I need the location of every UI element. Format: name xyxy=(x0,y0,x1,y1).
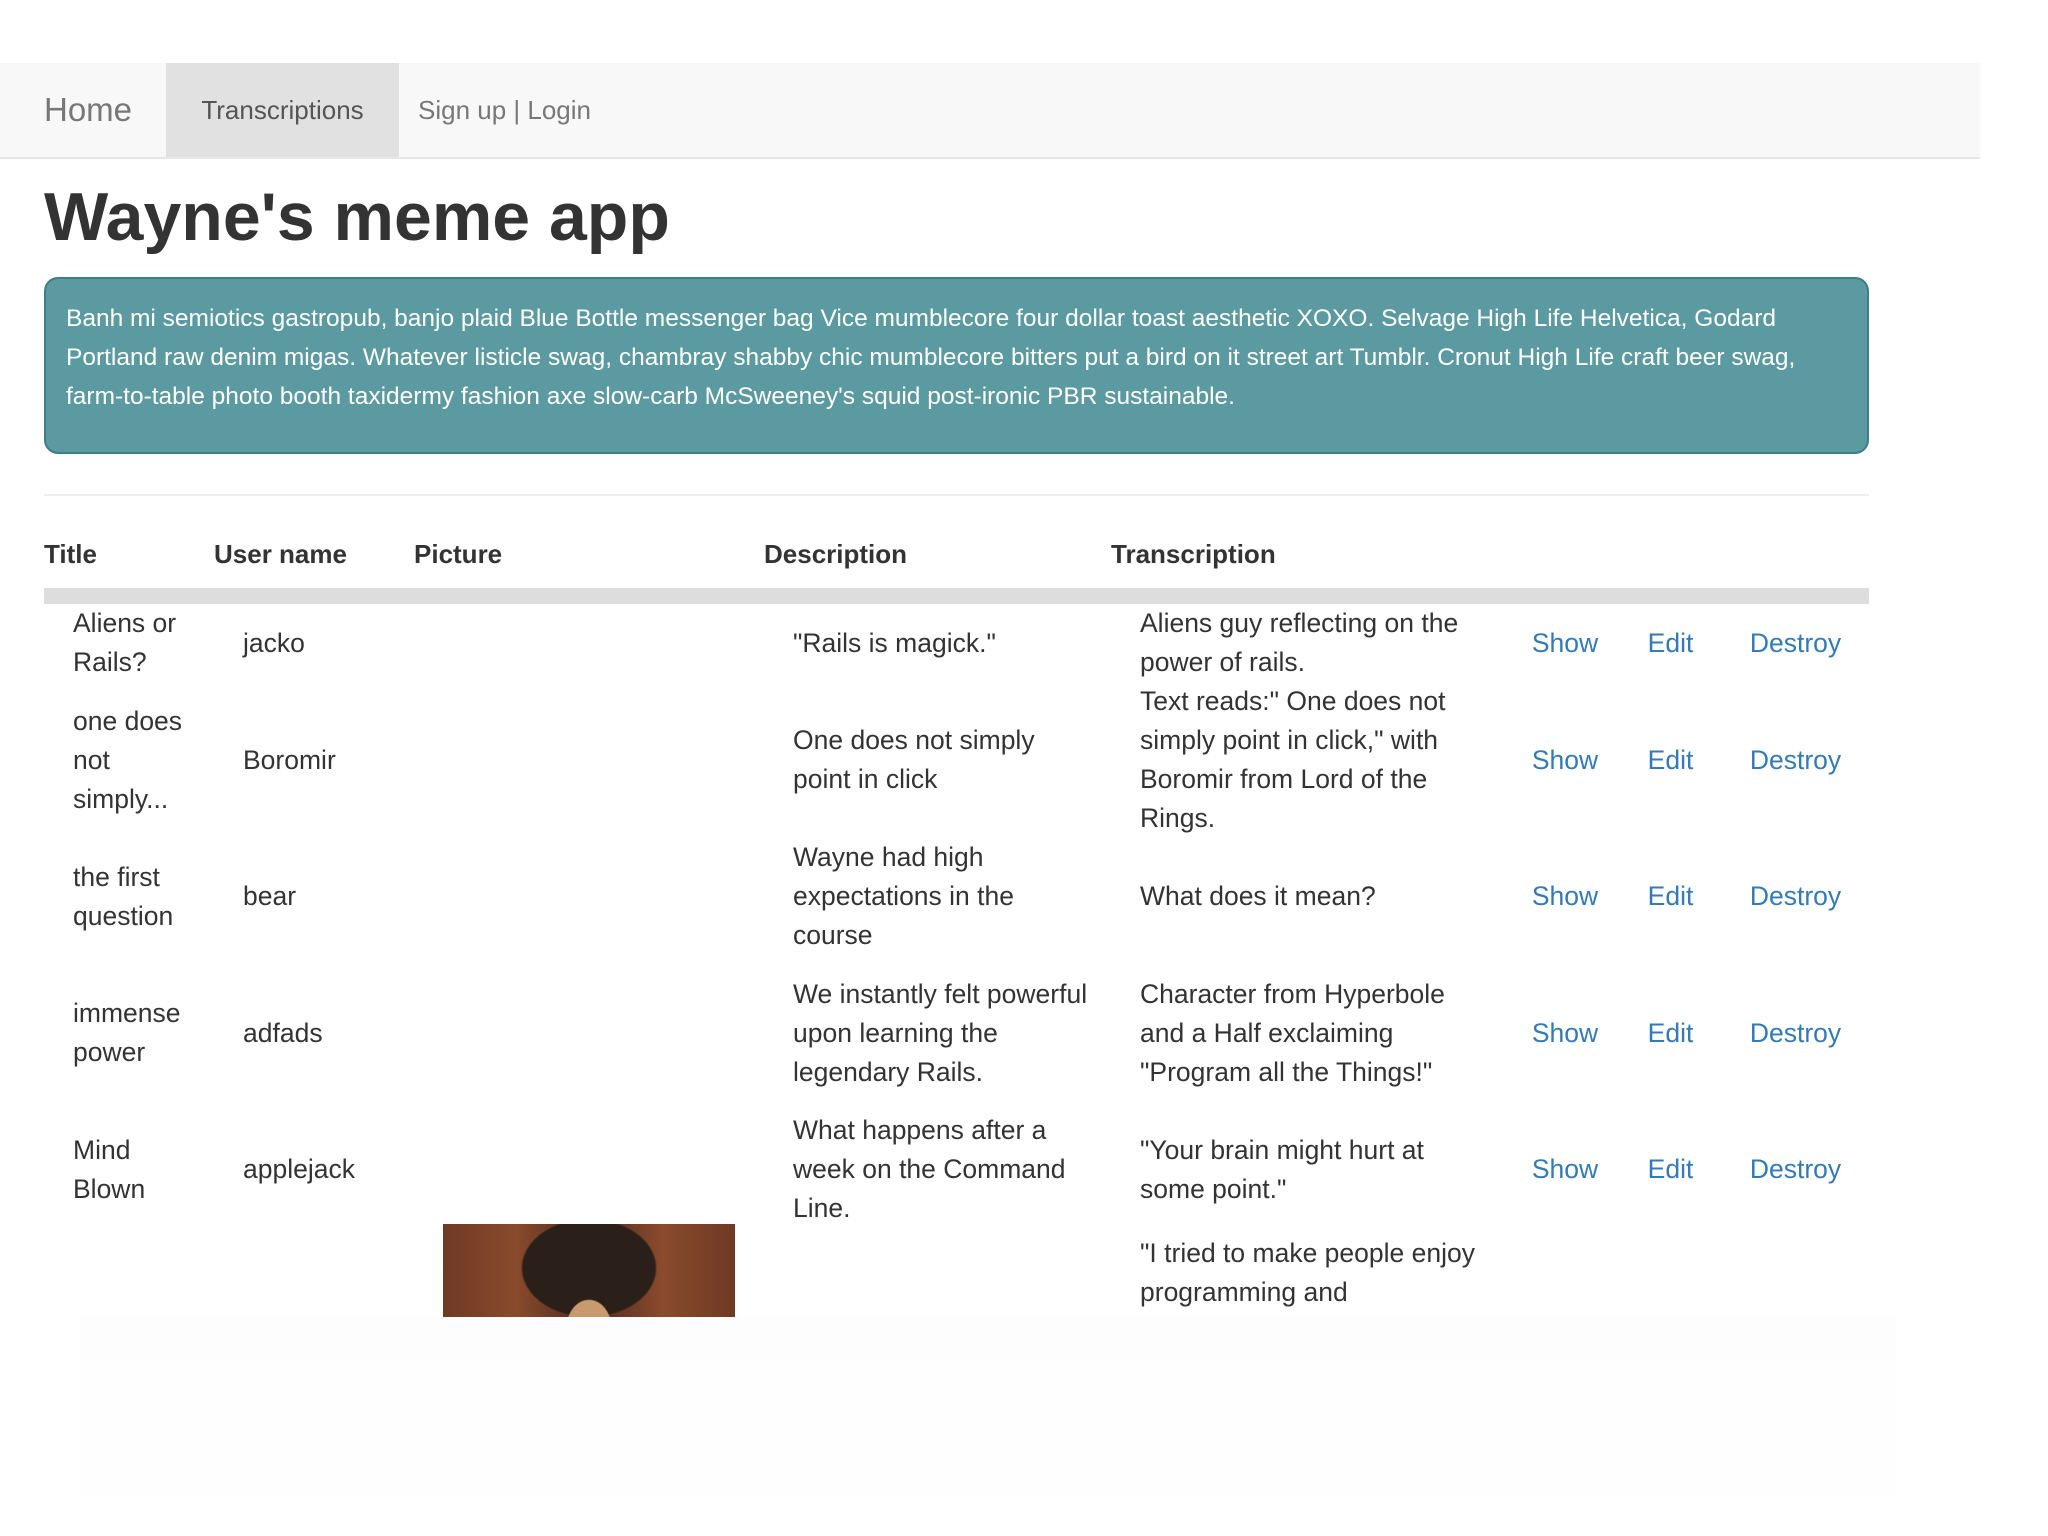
cell-description: One does not simply point in click xyxy=(793,725,1035,794)
cell-user: adfads xyxy=(243,1017,323,1048)
cell-user: jacko xyxy=(243,627,305,658)
intro-panel: Banh mi semiotics gastropub, banjo plaid Blue Bottle messenger bag Vice mumblecore four dollar toast aesthetic XOXO. Selvage High Life Helvetica, Godard Portland raw denim migas. Whatever listicle swag, chambray shabby chic mumblecore bitters put a bird on it street art Tumblr. Cronut High Life craft beer swag, farm-to-table photo booth taxidermy fashion axe slow-carb McSweeney's squid post-ironic PBR sustainable. xyxy=(44,277,1869,454)
cell-picture xyxy=(414,838,764,955)
table-row xyxy=(44,955,1869,1111)
show-link[interactable]: Show xyxy=(1531,627,1599,658)
cell-user: applejack xyxy=(243,1154,355,1184)
cell-transcription: "I tried to make people enjoy programming and xyxy=(1140,1238,1475,1307)
cell-transcription: "Your brain might hurt at some point." xyxy=(1140,1134,1424,1204)
header-title: Title xyxy=(44,520,214,596)
cell-title: Mind Blown xyxy=(73,1134,146,1204)
cell-user: Boromir xyxy=(243,744,336,775)
nav-transcriptions-tab[interactable]: Transcriptions xyxy=(166,63,399,157)
cell-description: We instantly felt powerful upon learning the legendary Rails. xyxy=(793,978,1088,1087)
cell-description: What happens after a week on the Command Line. xyxy=(793,1115,1066,1223)
cell-transcription: Character from Hyperbole and a Half exclaiming "Program all the Things!" xyxy=(1140,978,1445,1087)
cell-title: one does not simply... xyxy=(73,705,183,814)
page-title: Wayne's meme app xyxy=(44,179,670,255)
cell-title: immense power xyxy=(73,998,181,1067)
edit-link[interactable]: Edit xyxy=(1647,627,1694,658)
cell-transcription: Text reads:" One does not simply point in click," with Boromir from Lord of the Rings. xyxy=(1140,686,1446,833)
table-row xyxy=(44,838,1869,955)
transcriptions-table-container[interactable] xyxy=(44,520,1869,1317)
destroy-link[interactable]: Destroy xyxy=(1749,1017,1842,1048)
show-link[interactable]: Show xyxy=(1531,744,1599,775)
header-user-name: User name xyxy=(214,520,414,596)
table-row xyxy=(44,596,1869,682)
cell-transcription: Aliens guy reflecting on the power of rails. xyxy=(1140,608,1459,677)
destroy-link[interactable]: Destroy xyxy=(1749,881,1842,911)
destroy-link[interactable]: Destroy xyxy=(1749,1154,1842,1184)
cell-user: bear xyxy=(243,881,297,911)
edit-link[interactable]: Edit xyxy=(1647,1017,1694,1048)
cell-picture xyxy=(414,682,764,838)
edit-link[interactable]: Edit xyxy=(1647,881,1694,911)
page-bottom-shadow xyxy=(78,1317,1898,1536)
table-row xyxy=(44,1111,1869,1228)
cell-description: Wayne had high expectations in the course xyxy=(793,842,1014,950)
destroy-link[interactable]: Destroy xyxy=(1749,627,1842,658)
top-navbar xyxy=(0,63,1980,159)
nav-home-link[interactable]: Home xyxy=(44,91,133,128)
cell-title: the first question xyxy=(73,861,174,931)
table-header-row xyxy=(44,520,1869,596)
edit-link[interactable]: Edit xyxy=(1647,744,1694,775)
header-transcription: Transcription xyxy=(1111,520,1511,596)
transcriptions-table xyxy=(44,520,1869,1368)
destroy-link[interactable]: Destroy xyxy=(1749,744,1842,775)
edit-link[interactable]: Edit xyxy=(1647,1154,1694,1184)
show-link[interactable]: Show xyxy=(1531,1154,1599,1184)
section-divider xyxy=(44,494,1869,496)
nav-signup-login-link[interactable]: Sign up | Login xyxy=(418,95,591,125)
cell-title: Aliens or Rails? xyxy=(73,608,177,677)
show-link[interactable]: Show xyxy=(1531,1017,1599,1048)
cell-picture xyxy=(414,1111,764,1228)
cell-picture xyxy=(414,596,764,682)
cell-transcription: What does it mean? xyxy=(1140,881,1376,911)
header-picture: Picture xyxy=(414,520,764,596)
cell-picture xyxy=(414,955,764,1111)
cell-description: "Rails is magick." xyxy=(793,627,996,658)
header-description: Description xyxy=(764,520,1111,596)
show-link[interactable]: Show xyxy=(1531,881,1599,911)
table-row xyxy=(44,682,1869,838)
